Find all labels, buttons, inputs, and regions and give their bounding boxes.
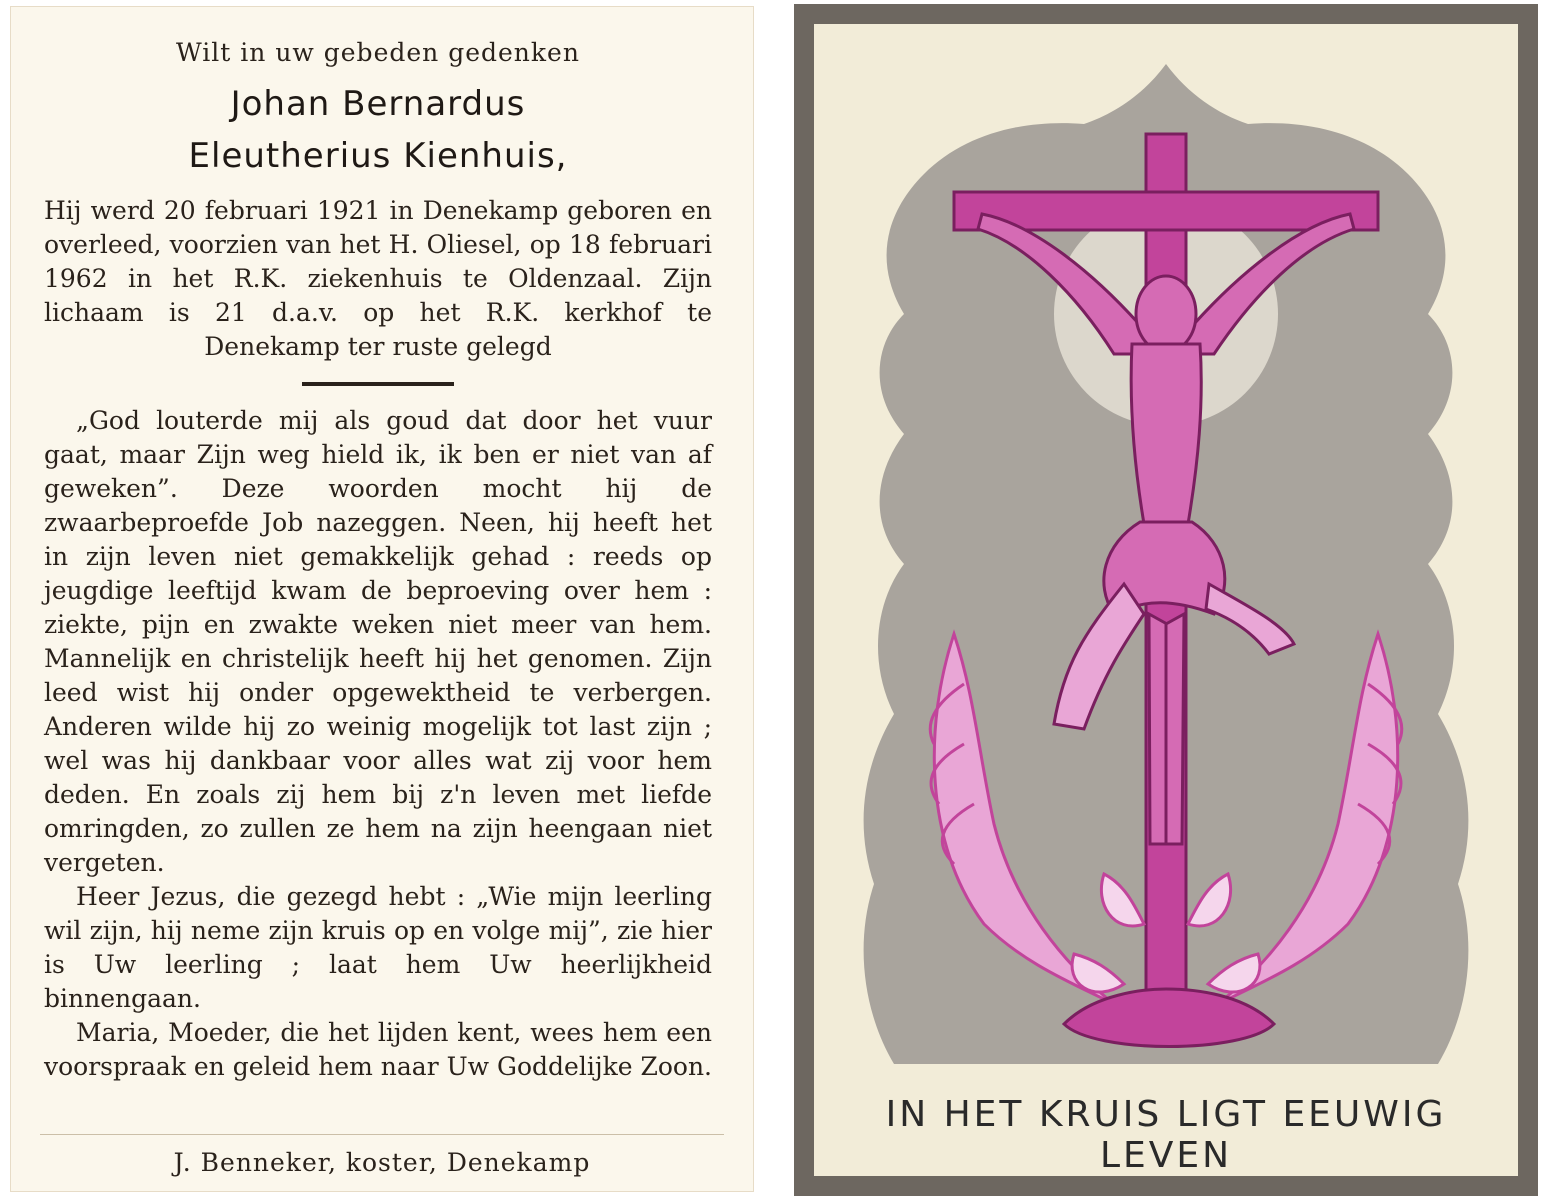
biography-paragraph: Hij werd 20 februari 1921 in Denekamp geboren en overleed, voorzien van het H. Oliesel, op 18 februari 1962 in het R.K. ziekenhuis te Oldenzaal. Zijn lichaam is 21 d.a.v. op het R.K. kerkhof te Denekamp ter ruste gelegd xyxy=(44,196,712,361)
prayer-paragraph-jesus: Heer Jezus, die gezegd hebt : „Wie mijn leerling wil zijn, hij neme zijn kruis op en volge mij”, zie hier is Uw leerling ; laat hem Uw heerlijkheid binnengaan. xyxy=(44,882,712,1013)
printer-credit: J. Benneker, koster, Denekamp xyxy=(173,1148,591,1177)
prayer-card-text-side xyxy=(10,6,754,1192)
image-panel xyxy=(814,24,1518,1176)
prayer-card-image-side xyxy=(794,4,1538,1196)
prayer-paragraph-maria: Maria, Moeder, die het lijden kent, wees hem een voorspraak en geleid hem naar Uw Goddelijke Zoon. xyxy=(44,1018,712,1081)
quote-paragraph: „God louterde mij als goud dat door het vuur gaat, maar Zijn weg hield ik, ik ben er niet van af geweken”. Deze woorden mocht hij de zwaarbeproefde Job nazeggen. Neen, hij heeft het in zijn leven niet gemakkelijk gehad : reeds op jeugdige leeftijd kwam de beproeving over hem : ziekte, pijn en zwakte weken niet meer van hem. Mannelijk en christelijk heeft hij het genomen. Zijn leed wist hij onder opgewektheid te verbergen. Anderen wilde hij zo weinig mogelijk tot last zijn ; wel was hij dankbaar voor alles wat zij voor hem deden. En zoals zij hem bij z'n leven met liefde omringden, zo zullen ze hem na zijn heengaan niet vergeten. xyxy=(44,406,712,877)
text-column xyxy=(44,36,712,1084)
footer-rule xyxy=(40,1134,724,1135)
crucifix-illustration xyxy=(814,24,1518,1176)
cross-horizontal-beam xyxy=(954,192,1378,230)
intro-line: Wilt in uw gebeden gedenken xyxy=(176,38,580,67)
deceased-name-line2: Eleutherius Kienhuis, xyxy=(188,136,568,176)
motto-text: IN HET KRUIS LIGT EEUWIG LEVEN xyxy=(885,1094,1447,1176)
divider-rule xyxy=(302,382,454,386)
deceased-name-line1: Johan Bernardus xyxy=(230,84,526,124)
